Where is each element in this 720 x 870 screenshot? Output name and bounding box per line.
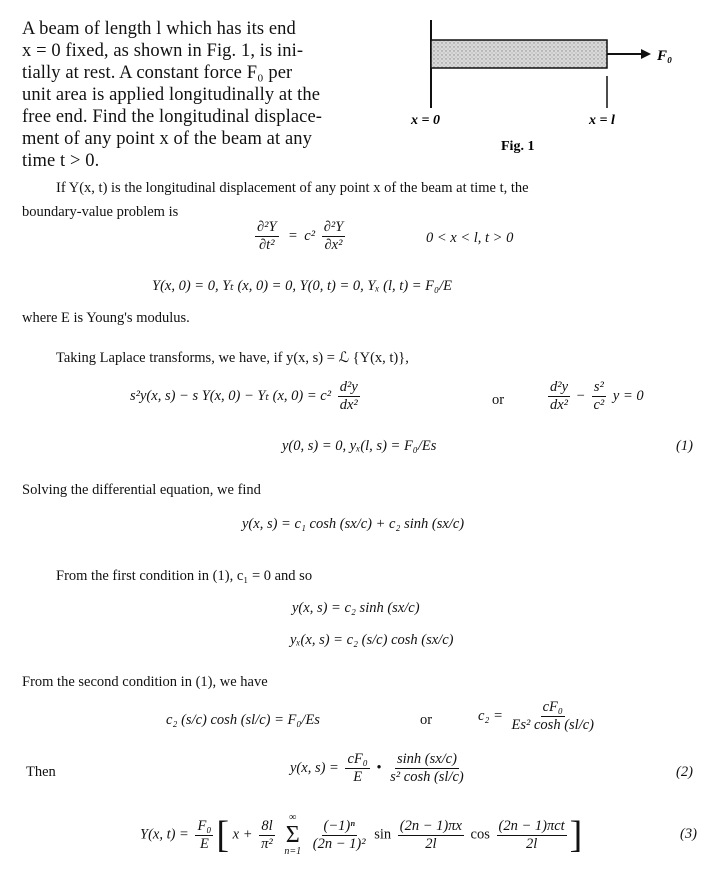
fraction <box>311 819 368 852</box>
equation-number-1: (1) <box>676 438 693 454</box>
fraction <box>195 819 213 852</box>
equation-number-3: (3) <box>680 826 697 842</box>
problem-line: tially at rest. A constant force F₀ per <box>22 63 293 83</box>
ode-equation <box>545 380 644 413</box>
problem-line: time t > 0. <box>22 151 100 171</box>
y-sinh-equation: y(x, s) = c₂ sinh (sx/c) <box>292 600 420 616</box>
numerator: (−1)ⁿ <box>323 817 355 834</box>
problem-line: free end. Find the longitudinal displace- <box>22 107 323 127</box>
fraction <box>322 220 346 253</box>
summation <box>284 812 301 858</box>
equation-number-2: (2) <box>676 764 693 780</box>
denominator: s² cosh (sl/c) <box>390 769 464 785</box>
denominator: 2l <box>525 835 538 852</box>
numerator: d²y <box>339 379 358 395</box>
numerator: (2n − 1)πx <box>399 817 462 834</box>
solving-text: Solving the differential equation, we find <box>22 482 261 498</box>
fraction <box>591 380 606 413</box>
problem-line: ment of any point x of the beam at any <box>22 129 312 149</box>
expression: s²y(x, s) − s Y(x, 0) − Yₜ (x, 0) = c² <box>130 387 332 404</box>
fraction <box>338 380 360 413</box>
or-text: or <box>492 392 505 408</box>
intro-line-2: boundary-value problem is <box>22 204 179 220</box>
young-text: where E is Young's modulus. <box>22 310 190 326</box>
numerator: ∂²Y <box>323 219 344 235</box>
fraction <box>345 752 369 785</box>
pde-domain: 0 < x < l, t > 0 <box>426 230 514 246</box>
denominator: c² <box>593 397 605 413</box>
expression: c₂ = <box>478 707 503 724</box>
equation-2 <box>290 752 469 785</box>
numerator: F₀ <box>197 817 212 834</box>
numerator: 8l <box>261 817 273 834</box>
function-name: cos <box>470 826 490 843</box>
denominator: E <box>353 769 363 785</box>
fraction <box>548 380 570 413</box>
function-name: sin <box>374 826 392 843</box>
numerator: s² <box>593 379 604 395</box>
laplace-text: Taking Laplace transforms, we have, if y(x, s) = ℒ {Y(x, t)}, <box>56 350 409 366</box>
force-label: F₀ <box>657 48 673 64</box>
right-bracket: ] <box>569 814 583 856</box>
operator: • <box>376 759 382 776</box>
fraction <box>510 700 596 733</box>
equation-3 <box>140 812 582 858</box>
sum-upper: ∞ <box>289 812 297 823</box>
first-condition-text: From the first condition in (1), c₁ = 0 and so <box>56 568 313 584</box>
numerator: d²y <box>550 379 569 395</box>
sum-lower: n=1 <box>284 846 302 857</box>
problem-statement <box>22 18 384 172</box>
second-condition-text: From the second condition in (1), we have <box>22 674 268 690</box>
intro-line-1: If Y(x, t) is the longitudinal displacement of any point x of the beam at time t, the <box>56 180 529 196</box>
figure-caption: Fig. 1 <box>501 139 535 154</box>
left-bracket: [ <box>216 814 230 856</box>
numerator: cF₀ <box>347 751 368 767</box>
denominator: Es² cosh (sl/c) <box>511 717 594 733</box>
expression: x + <box>232 826 253 843</box>
expression: Y(x, t) = <box>140 826 189 843</box>
problem-line: x = 0 fixed, as shown in Fig. 1, is ini- <box>22 41 304 61</box>
fraction <box>398 819 464 852</box>
general-solution: y(x, s) = c₁ cosh (sx/c) + c₂ sinh (sx/c) <box>242 516 465 532</box>
condition-2-equation: c₂ (s/c) cosh (sl/c) = F₀/Es <box>166 712 320 728</box>
force-arrow-head <box>641 49 651 59</box>
numerator: (2n − 1)πct <box>498 817 565 834</box>
c2-equation <box>478 700 599 733</box>
expression: y(x, s) = <box>290 759 339 776</box>
problem-line: A beam of length l which has its end <box>22 19 296 39</box>
fraction <box>259 819 275 852</box>
sum-symbol: Σ <box>285 822 300 848</box>
fraction <box>497 819 567 852</box>
transformed-equation <box>130 380 363 413</box>
beam-body <box>431 40 607 68</box>
denominator: E <box>200 835 209 852</box>
xl-label: x = l <box>589 113 615 128</box>
fraction <box>388 752 466 785</box>
denominator: π² <box>261 835 273 852</box>
pde-equation: $\frac{\text{∂²Y}}{\text{∂t²}}$ = c² $\frac{\text{∂²Y}}{\text{∂x²}}$ <box>257 219 344 253</box>
yx-cosh-equation: yₓ(x, s) = c₂ (s/c) cosh (sx/c) <box>290 632 454 648</box>
denominator: ∂t² <box>259 237 275 253</box>
or-text: or <box>420 712 433 728</box>
expression: y = 0 <box>612 387 644 404</box>
fraction <box>255 220 279 253</box>
numerator: ∂²Y <box>257 219 277 235</box>
then-text: Then <box>26 764 56 780</box>
denominator: (2n − 1)² <box>312 835 366 852</box>
denominator: dx² <box>339 397 358 413</box>
transformed-bc: y(0, s) = 0, yₓ(l, s) = F₀/Es <box>282 438 437 454</box>
denominator: 2l <box>425 835 437 852</box>
denominator: ∂x² <box>324 237 343 253</box>
operator: − <box>576 387 585 404</box>
numerator: sinh (sx/c) <box>396 751 457 767</box>
denominator: dx² <box>550 397 569 413</box>
coefficient: c² <box>304 227 316 244</box>
problem-line: unit area is applied longitudinally at the <box>22 85 321 105</box>
x0-label: x = 0 <box>411 113 440 128</box>
numerator: cF₀ <box>542 699 563 715</box>
boundary-conditions: Y(x, 0) = 0, Yₜ (x, 0) = 0, Y(0, t) = 0, Yₓ (l, t) = F₀/E <box>152 278 452 294</box>
beam-figure <box>405 18 705 158</box>
